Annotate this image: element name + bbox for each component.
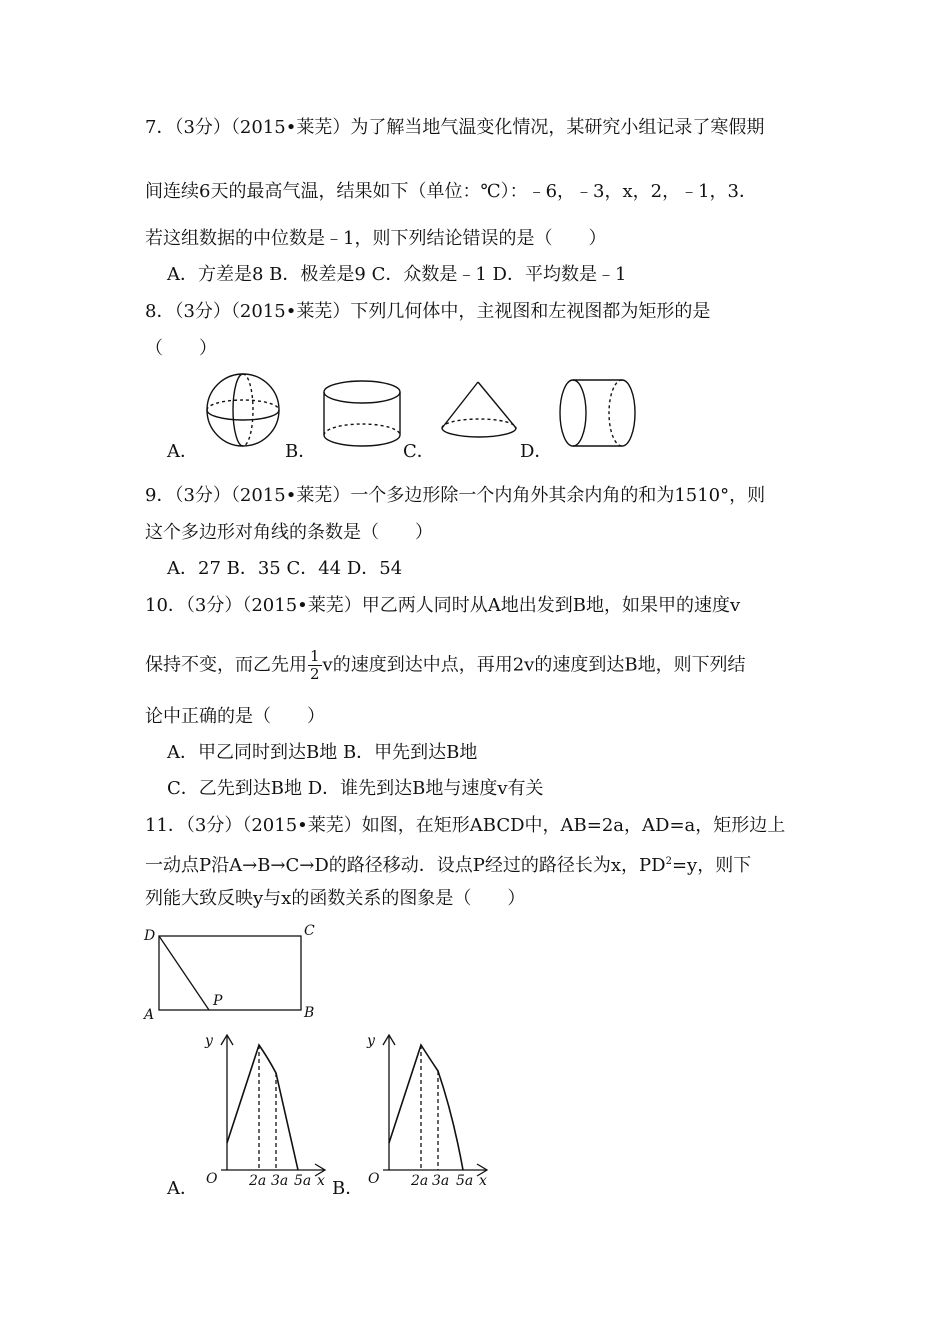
fraction-denominator: 2	[310, 665, 320, 683]
label-c: C	[304, 923, 315, 939]
q9-line1: 9．（3分）（2015•莱芜）一个多边形除一个内角外其余内角的和为1510°，则	[145, 485, 766, 506]
q7-line1: 7．（3分）（2015•莱芜）为了解当地气温变化情况，某研究小组记录了寒假期	[145, 117, 765, 138]
label-b: B	[304, 1005, 315, 1021]
q8-line2: （ ）	[145, 338, 217, 359]
superscript-two: 2	[665, 856, 672, 867]
q10-line2-after: v的速度到达中点，再用2v的速度到达B地，则下列结	[322, 654, 746, 676]
label-a: A	[144, 1007, 155, 1023]
graph-a	[0, 1025, 340, 1195]
q11-line1: 11．（3分）（2015•莱芜）如图，在矩形ABCD中，AB=2a，AD=a，矩形边上	[145, 815, 786, 836]
q10-line3: 论中正确的是（ ）	[145, 706, 325, 727]
graph-b-tick-3a: 3a	[432, 1173, 450, 1189]
q8-option-b: B．	[285, 441, 317, 462]
q10-line2-before: 保持不变，而乙先用	[145, 654, 307, 676]
graph-a-tick-5a: 5a	[294, 1173, 312, 1189]
q11-line2	[145, 850, 751, 878]
q8-solids-figure	[0, 0, 950, 470]
q7-line2: 间连续6天的最高气温，结果如下（单位：℃）：﹣6，﹣3，x，2，﹣1，3．	[145, 181, 757, 202]
sphere-figure	[207, 374, 279, 446]
graph-b-y-label: y	[367, 1033, 375, 1049]
graph-a-x-label: x	[317, 1173, 325, 1189]
q10-options-ab: A．甲乙同时到达B地 B．甲先到达B地	[167, 742, 478, 763]
label-d: D	[144, 928, 156, 944]
q11-line2-after: =y，则下	[671, 855, 752, 876]
half-fraction	[308, 648, 322, 683]
graph-curve	[389, 1045, 463, 1170]
q8-option-d: D．	[520, 441, 553, 462]
graph-b-tick-5a: 5a	[456, 1173, 474, 1189]
q9-line2: 这个多边形对角线的条数是（ ）	[145, 522, 433, 543]
graph-b	[340, 1025, 510, 1195]
graph-a-tick-2a: 2a	[249, 1173, 267, 1189]
q11-option-a: A．	[167, 1178, 198, 1199]
q7-line3: 若这组数据的中位数是﹣1，则下列结论错误的是（ ）	[145, 228, 607, 249]
graph-curve	[227, 1045, 298, 1170]
q11-option-b: B．	[332, 1178, 364, 1199]
label-p: P	[213, 993, 223, 1009]
cone-figure	[442, 382, 516, 437]
graph-a-origin: O	[206, 1171, 218, 1187]
q10-line2	[145, 648, 746, 683]
graph-b-x-label: x	[479, 1173, 487, 1189]
graph-b-origin: O	[368, 1171, 380, 1187]
fraction-numerator: 1	[310, 647, 320, 665]
cylinder-figure	[324, 381, 400, 446]
lying-cylinder-figure	[560, 380, 635, 446]
graph-a-y-label: y	[205, 1033, 213, 1049]
graph-b-tick-2a: 2a	[411, 1173, 429, 1189]
q10-line1: 10．（3分）（2015•莱芜）甲乙两人同时从A地出发到B地，如果甲的速度v	[145, 595, 741, 616]
rectangle-abcd-figure	[0, 915, 950, 1025]
q7-options: A．方差是8 B．极差是9 C．众数是﹣1 D．平均数是﹣1	[167, 264, 627, 285]
q11-line3: 列能大致反映y与x的函数关系的图象是（ ）	[145, 888, 526, 909]
q10-options-cd: C．乙先到达B地 D．谁先到达B地与速度v有关	[167, 778, 544, 799]
q8-option-c: C．	[403, 441, 435, 462]
q8-option-a: A．	[167, 441, 198, 462]
graph-a-tick-3a: 3a	[271, 1173, 289, 1189]
q8-line1: 8．（3分）（2015•莱芜）下列几何体中，主视图和左视图都为矩形的是	[145, 301, 711, 322]
rectangle-abcd	[159, 936, 301, 1010]
q11-line2-before: 一动点P沿A→B→C→D的路径移动．设点P经过的路径长为x，PD	[145, 855, 666, 876]
segment-pd	[159, 936, 209, 1010]
q9-options: A．27 B．35 C．44 D．54	[167, 558, 403, 579]
